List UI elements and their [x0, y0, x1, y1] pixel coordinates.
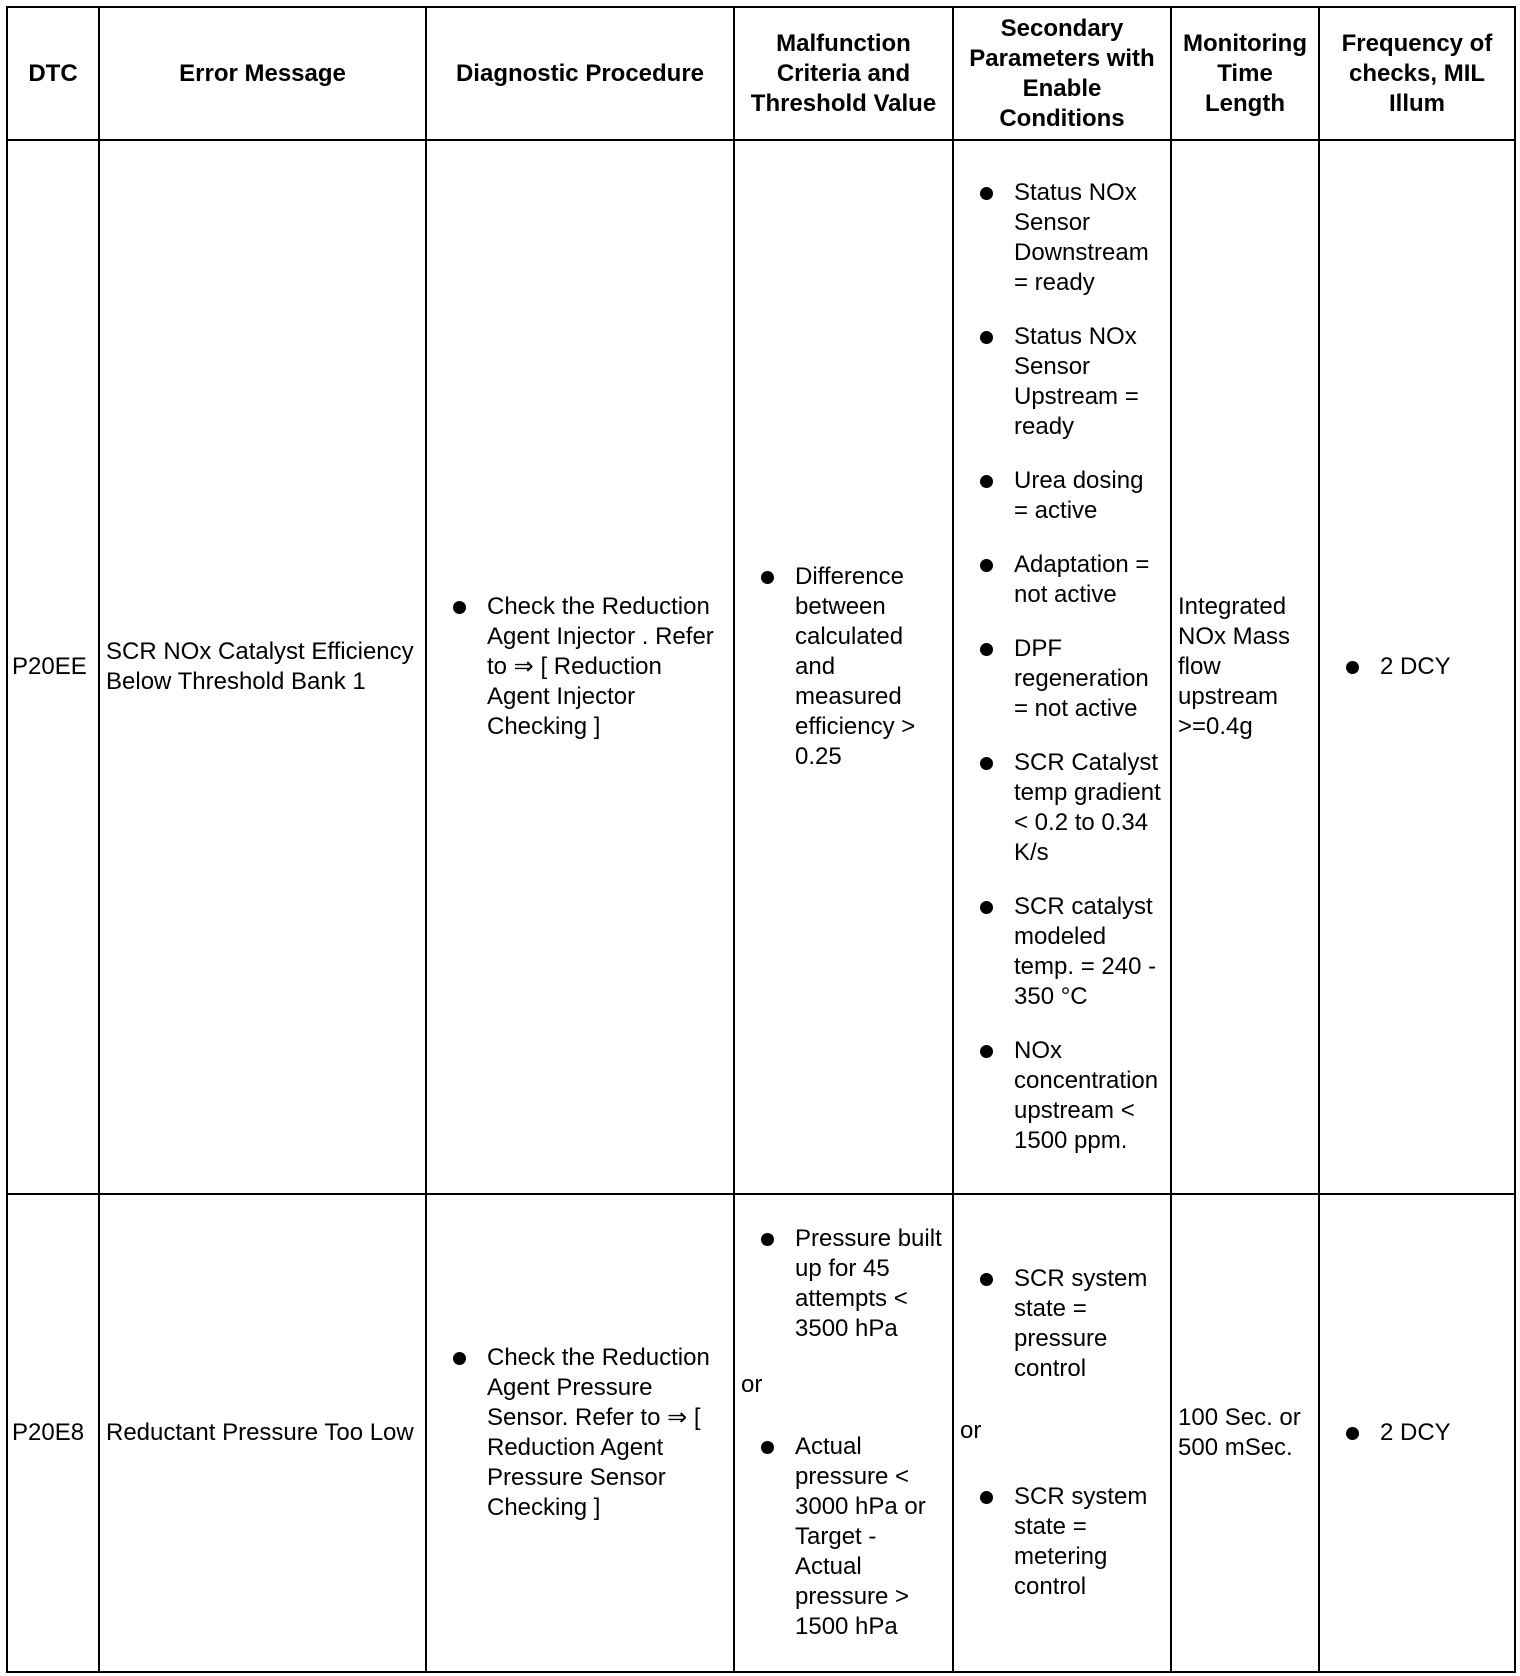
- error-message-cell: SCR NOx Catalyst Efficiency Below Threshold Bank 1: [99, 140, 426, 1194]
- list-item: [960, 1264, 1164, 1384]
- bullet-icon: [980, 559, 993, 572]
- malfunction-text: Actual pressure < 3000 hPa or Target - Actual pressure > 1500 hPa: [795, 1433, 926, 1640]
- list-item: [960, 892, 1164, 1012]
- bullet-icon: [761, 571, 774, 584]
- list-item: [960, 634, 1164, 724]
- error-message-cell: Reductant Pressure Too Low: [99, 1194, 426, 1672]
- header-error-message: Error Message: [99, 7, 426, 140]
- bullet-icon: [453, 601, 466, 614]
- list-item: [1326, 1418, 1508, 1448]
- secondary-text: Status NOx Sensor Downstream = ready: [1014, 179, 1149, 296]
- list-item: [960, 1036, 1164, 1156]
- bullet-icon: [980, 1045, 993, 1058]
- secondary-text: SCR catalyst modeled temp. = 240 - 350 °C: [1014, 893, 1157, 1010]
- list-item: [433, 592, 727, 742]
- diagnostic-text: Check the Reduction Agent Pressure Sensor. Refer to ⇒ [ Reduction Agent Pressure Sensor Checking ]: [487, 1344, 710, 1521]
- monitoring-cell: 100 Sec. or 500 mSec.: [1171, 1194, 1319, 1672]
- secondary-text: NOx concentration upstream < 1500 ppm.: [1014, 1037, 1159, 1154]
- list-item: [960, 550, 1164, 610]
- list-item: [1326, 652, 1508, 682]
- header-malfunction: Malfunction Criteria and Threshold Value: [734, 7, 953, 140]
- or-separator: or: [960, 1417, 982, 1444]
- list-item: [960, 178, 1164, 298]
- malfunction-cell: [734, 140, 953, 1194]
- list-item: [741, 1224, 946, 1344]
- bullet-icon: [761, 1233, 774, 1246]
- bullet-icon: [1346, 1427, 1359, 1440]
- header-secondary: Secondary Parameters with Enable Conditions: [953, 7, 1171, 140]
- header-row: [7, 7, 1515, 140]
- monitoring-cell: Integrated NOx Mass flow upstream >=0.4g: [1171, 140, 1319, 1194]
- or-separator: or: [741, 1371, 763, 1398]
- list-item: [433, 1343, 727, 1523]
- header-diagnostic-procedure: Diagnostic Procedure: [426, 7, 734, 140]
- header-frequency: Frequency of checks, MIL Illum: [1319, 7, 1515, 140]
- bullet-icon: [980, 757, 993, 770]
- frequency-cell: [1319, 140, 1515, 1194]
- bullet-icon: [980, 475, 993, 488]
- dtc-cell: P20EE: [7, 140, 99, 1194]
- bullet-icon: [980, 1491, 993, 1504]
- table-row: [7, 1194, 1515, 1672]
- secondary-cell: [953, 140, 1171, 1194]
- secondary-text: SCR system state = metering control: [1014, 1483, 1148, 1600]
- bullet-icon: [980, 331, 993, 344]
- list-item: [960, 466, 1164, 526]
- list-item: [960, 748, 1164, 868]
- bullet-icon: [453, 1352, 466, 1365]
- secondary-cell: [953, 1194, 1171, 1672]
- list-item: [960, 322, 1164, 442]
- table-row: [7, 140, 1515, 1194]
- frequency-text: 2 DCY: [1380, 653, 1451, 680]
- diagnostic-cell: [426, 1194, 734, 1672]
- list-item: [741, 562, 946, 772]
- bullet-icon: [980, 643, 993, 656]
- secondary-text: Status NOx Sensor Upstream = ready: [1014, 323, 1139, 440]
- secondary-text: Urea dosing = active: [1014, 467, 1144, 524]
- bullet-icon: [1346, 661, 1359, 674]
- dtc-cell: P20E8: [7, 1194, 99, 1672]
- secondary-text: SCR Catalyst temp gradient < 0.2 to 0.34 K/s: [1014, 749, 1161, 866]
- dtc-table: [6, 6, 1516, 1673]
- bullet-icon: [980, 901, 993, 914]
- secondary-text: Adaptation = not active: [1014, 551, 1150, 608]
- bullet-icon: [980, 1273, 993, 1286]
- frequency-cell: [1319, 1194, 1515, 1672]
- frequency-text: 2 DCY: [1380, 1419, 1451, 1446]
- list-item: [960, 1482, 1164, 1602]
- bullet-icon: [980, 187, 993, 200]
- secondary-text: DPF regeneration = not active: [1014, 635, 1149, 722]
- bullet-icon: [761, 1441, 774, 1454]
- header-dtc: DTC: [7, 7, 99, 140]
- header-monitoring: Monitoring Time Length: [1171, 7, 1319, 140]
- malfunction-text: Difference between calculated and measured efficiency > 0.25: [795, 563, 916, 770]
- secondary-text: SCR system state = pressure control: [1014, 1265, 1148, 1382]
- diagnostic-text: Check the Reduction Agent Injector . Refer to ⇒ [ Reduction Agent Injector Checking ]: [487, 593, 714, 740]
- diagnostic-cell: [426, 140, 734, 1194]
- list-item: [741, 1432, 946, 1642]
- malfunction-text: Pressure built up for 45 attempts < 3500 hPa: [795, 1225, 942, 1342]
- malfunction-cell: [734, 1194, 953, 1672]
